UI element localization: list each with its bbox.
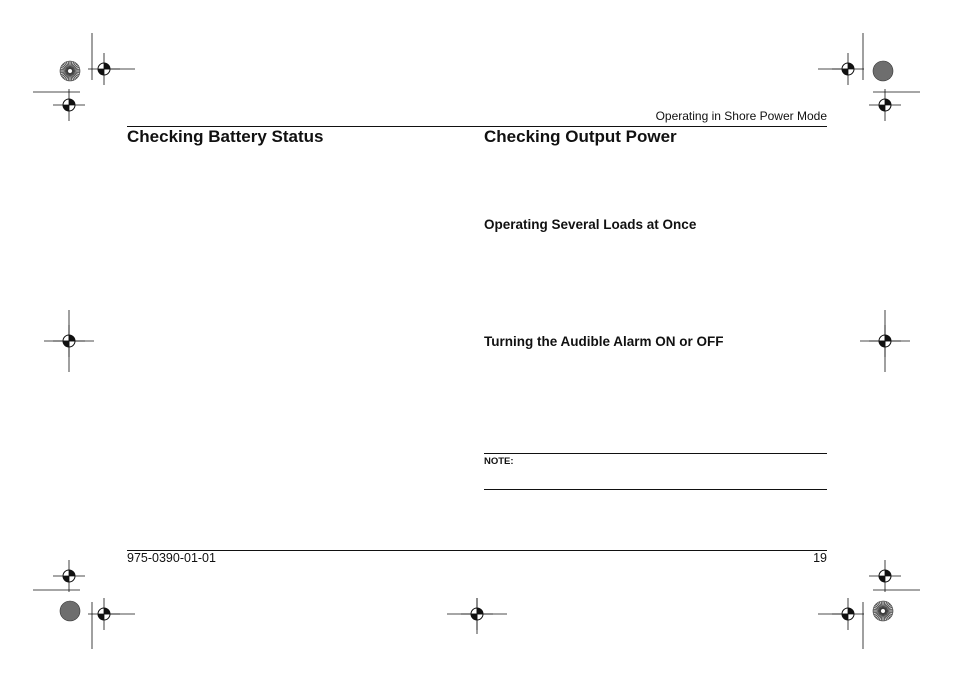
- starburst-target-icon: [60, 61, 80, 81]
- registration-crosshair-icon: [53, 560, 85, 592]
- note-label: NOTE:: [484, 456, 514, 467]
- footer-rule: [127, 550, 827, 551]
- subheading-several-loads: Operating Several Loads at Once: [484, 217, 697, 232]
- registration-crosshair-icon: [53, 89, 85, 121]
- registration-crosshair-icon: [869, 89, 901, 121]
- gray-circle-icon: [60, 601, 80, 621]
- note-top-rule: [484, 453, 827, 454]
- running-header: Operating in Shore Power Mode: [655, 109, 827, 123]
- gray-circle-icon: [873, 61, 893, 81]
- subheading-audible-alarm: Turning the Audible Alarm ON or OFF: [484, 334, 724, 349]
- section-heading-output-power: Checking Output Power: [484, 127, 677, 146]
- note-bottom-rule: [484, 489, 827, 490]
- registration-crosshair-icon: [869, 560, 901, 592]
- section-heading-battery-status: Checking Battery Status: [127, 127, 324, 146]
- document-number: 975-0390-01-01: [127, 551, 216, 565]
- page-number: 19: [813, 551, 827, 565]
- starburst-target-icon: [873, 601, 893, 621]
